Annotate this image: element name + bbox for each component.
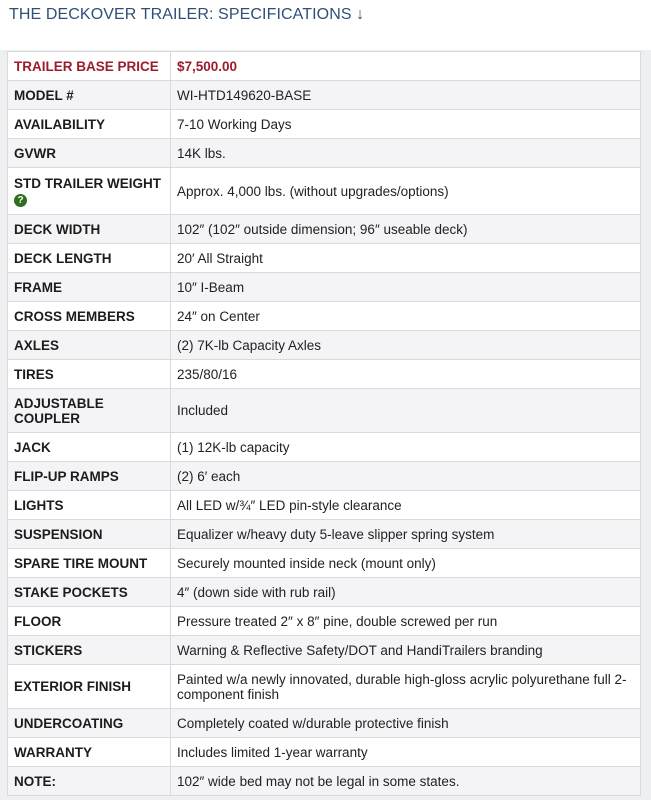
spec-label: AXLES [8, 331, 171, 360]
table-row [8, 520, 641, 549]
spec-label: STD TRAILER WEIGHT [14, 175, 161, 191]
page-title[interactable]: THE DECKOVER TRAILER: SPECIFICATIONS ↓ [9, 6, 365, 23]
table-row [8, 636, 641, 665]
table-row [8, 389, 641, 433]
spec-label: STICKERS [8, 636, 171, 665]
table-row [8, 578, 641, 607]
table-row [8, 738, 641, 767]
spec-label: SUSPENSION [8, 520, 171, 549]
spec-value: 14K lbs. [171, 139, 641, 168]
spec-value: 4″ (down side with rub rail) [171, 578, 641, 607]
spec-value: 7-10 Working Days [171, 110, 641, 139]
spec-label: UNDERCOATING [8, 709, 171, 738]
table-row [8, 81, 641, 110]
spec-value: 102″ (102″ outside dimension; 96″ useable deck) [171, 215, 641, 244]
spec-value: 235/80/16 [171, 360, 641, 389]
spec-label: GVWR [8, 139, 171, 168]
spec-value: 20′ All Straight [171, 244, 641, 273]
spec-label: SPARE TIRE MOUNT [8, 549, 171, 578]
spec-label: TIRES [8, 360, 171, 389]
spec-value: $7,500.00 [171, 52, 641, 81]
table-row [8, 110, 641, 139]
table-row [8, 244, 641, 273]
table-row [8, 302, 641, 331]
spec-label-cell [8, 168, 171, 215]
spec-value: All LED w/¾″ LED pin-style clearance [171, 491, 641, 520]
spec-label: STAKE POCKETS [8, 578, 171, 607]
specifications-table [7, 51, 641, 796]
spec-value: WI-HTD149620-BASE [171, 81, 641, 110]
spec-value: Warning & Reflective Safety/DOT and HandiTrailers branding [171, 636, 641, 665]
spec-value: Includes limited 1-year warranty [171, 738, 641, 767]
spec-value: Securely mounted inside neck (mount only) [171, 549, 641, 578]
help-icon[interactable]: ? [14, 194, 27, 207]
table-row [8, 360, 641, 389]
spec-label: WARRANTY [8, 738, 171, 767]
spec-label: DECK WIDTH [8, 215, 171, 244]
spec-value: (2) 7K-lb Capacity Axles [171, 331, 641, 360]
spec-label: TRAILER BASE PRICE [8, 52, 171, 81]
spec-label: DECK LENGTH [8, 244, 171, 273]
spec-label: LIGHTS [8, 491, 171, 520]
spec-value: Included [171, 389, 641, 433]
header [0, 0, 651, 50]
spec-value: 24″ on Center [171, 302, 641, 331]
spec-label: AVAILABILITY [8, 110, 171, 139]
table-row [8, 549, 641, 578]
spec-value: Approx. 4,000 lbs. (without upgrades/options) [171, 168, 641, 215]
spec-value: (2) 6′ each [171, 462, 641, 491]
spec-label: EXTERIOR FINISH [8, 665, 171, 709]
table-row [8, 215, 641, 244]
spec-label: FRAME [8, 273, 171, 302]
spec-label: MODEL # [8, 81, 171, 110]
spec-value: 102″ wide bed may not be legal in some states. [171, 767, 641, 796]
table-row [8, 139, 641, 168]
table-row [8, 607, 641, 636]
spec-value: Painted w/a newly innovated, durable high-gloss acrylic polyurethane full 2-component finish [171, 665, 641, 709]
table-row [8, 331, 641, 360]
spec-label: CROSS MEMBERS [8, 302, 171, 331]
table-row [8, 709, 641, 738]
spec-value: 10″ I-Beam [171, 273, 641, 302]
table-row-base-price [8, 52, 641, 81]
spec-label: NOTE: [8, 767, 171, 796]
table-row [8, 767, 641, 796]
table-row [8, 168, 641, 215]
spec-label: FLOOR [8, 607, 171, 636]
spec-value: Pressure treated 2″ x 8″ pine, double screwed per run [171, 607, 641, 636]
spec-value: Completely coated w/durable protective finish [171, 709, 641, 738]
table-row [8, 273, 641, 302]
spec-label: JACK [8, 433, 171, 462]
spec-value: Equalizer w/heavy duty 5-leave slipper spring system [171, 520, 641, 549]
spec-label: ADJUSTABLE COUPLER [8, 389, 171, 433]
spec-value: (1) 12K-lb capacity [171, 433, 641, 462]
table-row [8, 433, 641, 462]
table-row [8, 462, 641, 491]
table-row [8, 665, 641, 709]
spec-label: FLIP-UP RAMPS [8, 462, 171, 491]
table-row [8, 491, 641, 520]
